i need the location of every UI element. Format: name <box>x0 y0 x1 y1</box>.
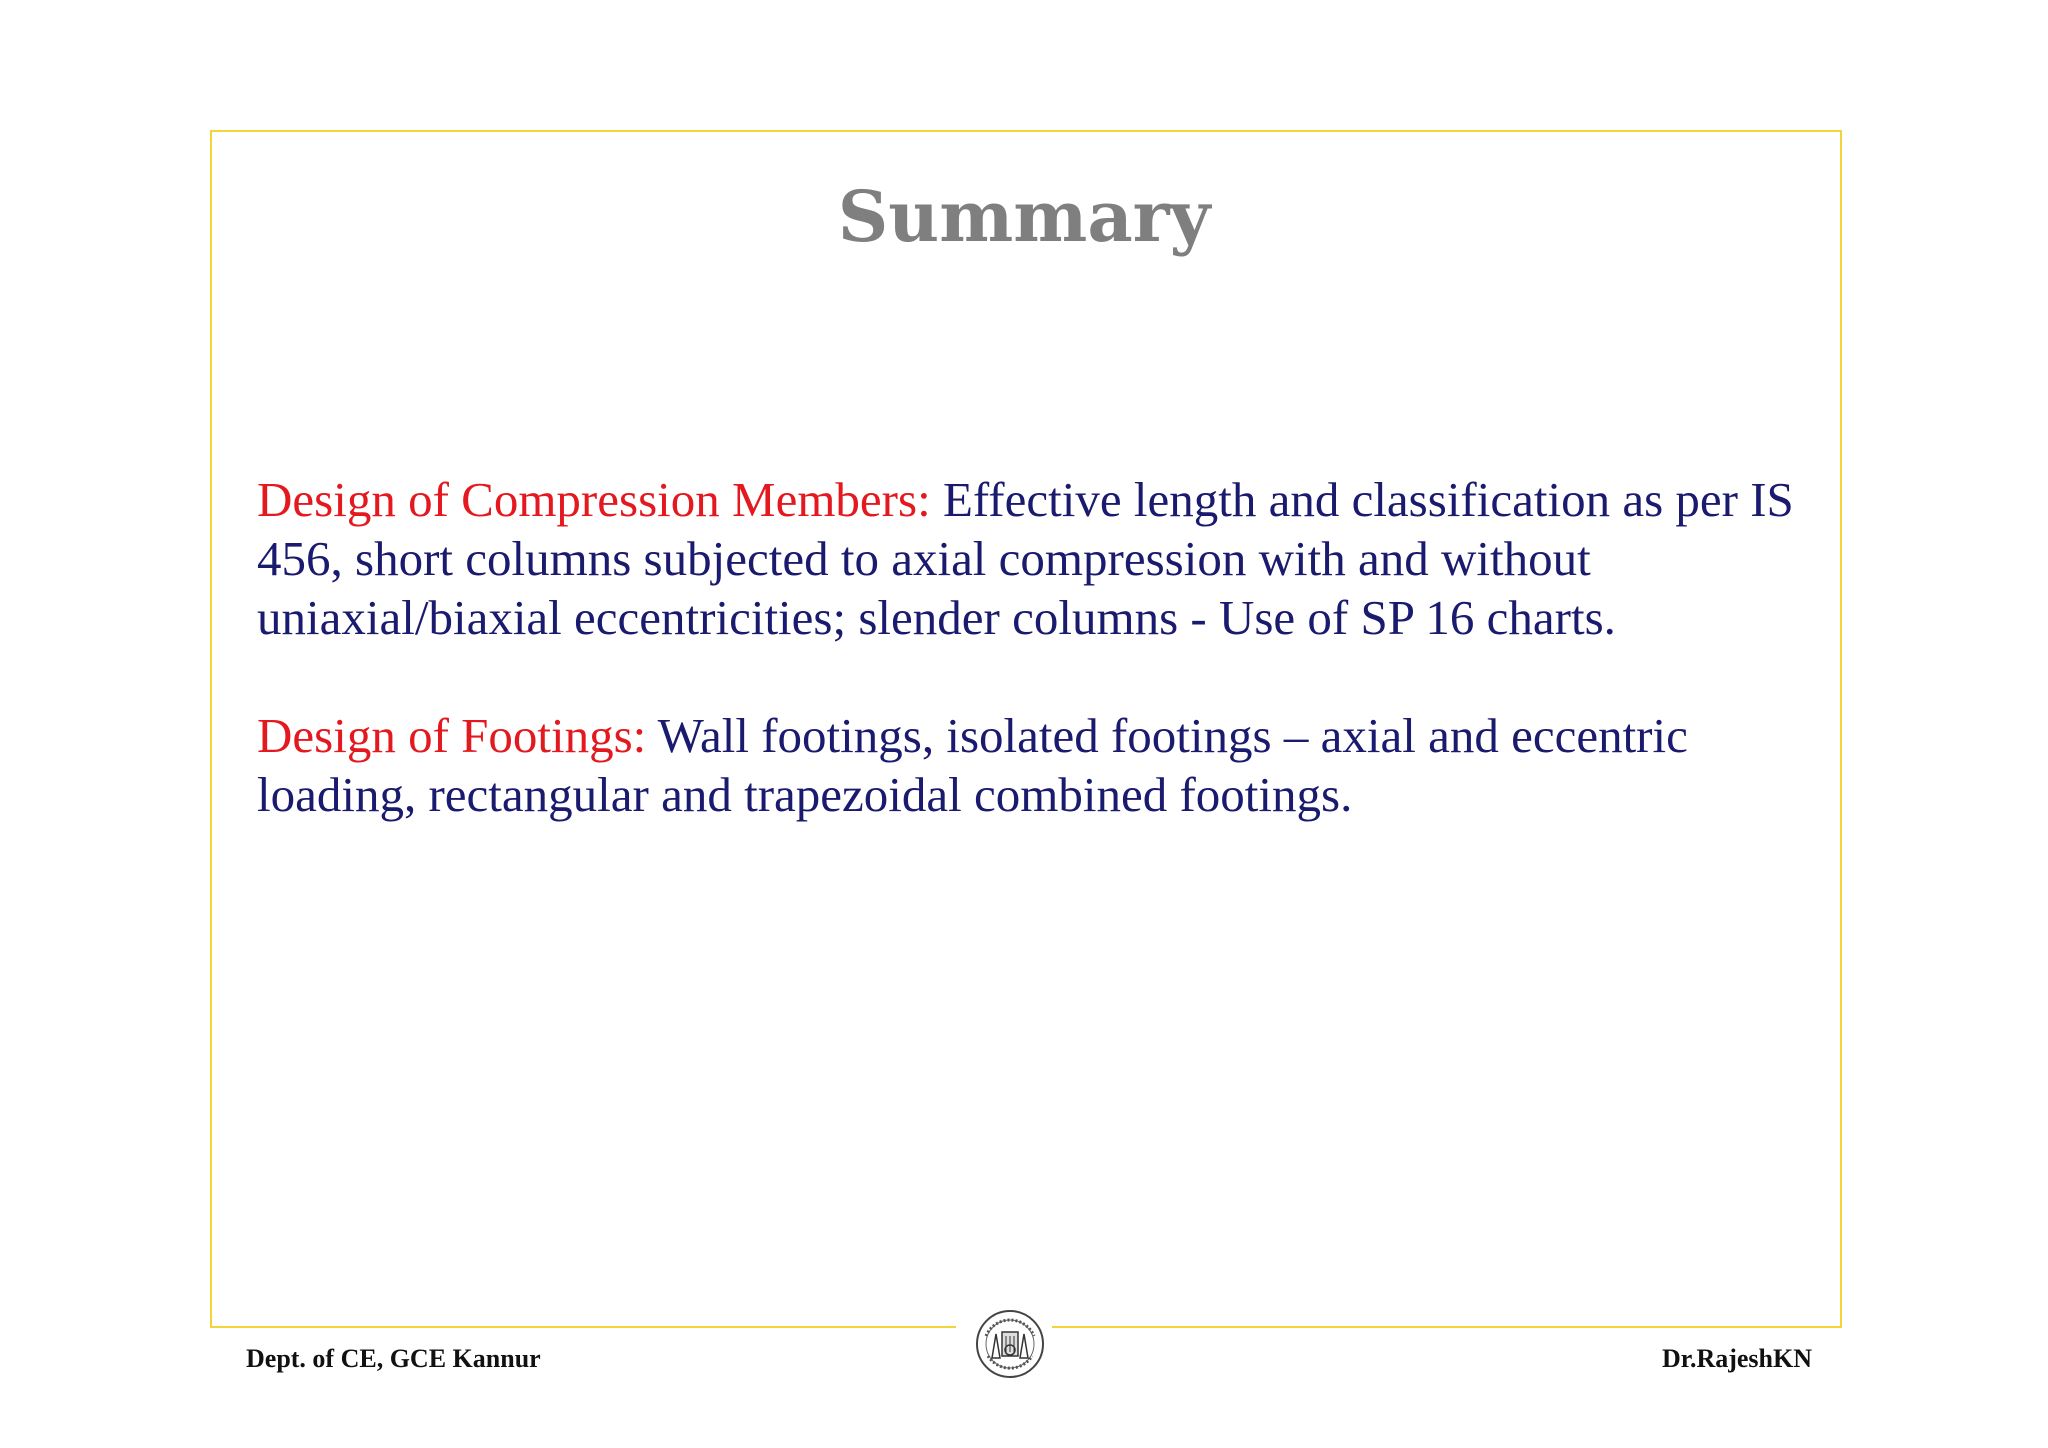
section-footings <box>257 706 1817 824</box>
section-text: Effective length and classification as per IS 456, short columns subjected to axial compression with and without uniaxial/biaxial eccentricities; slender columns - Use of SP 16 charts. <box>257 472 1794 645</box>
slide-content <box>257 470 1817 824</box>
section-text: Wall footings, isolated footings – axial and eccentric loading, rectangular and trapezoidal combined footings. <box>257 708 1688 822</box>
slide-title: Summary <box>837 175 1211 258</box>
section-compression-members <box>257 470 1817 647</box>
footer-department: Dept. of CE, GCE Kannur <box>246 1344 541 1373</box>
footer-author: Dr.RajeshKN <box>1662 1344 1812 1373</box>
college-emblem-icon <box>972 1306 1048 1382</box>
section-heading: Design of Compression Members: <box>257 472 931 527</box>
section-heading: Design of Footings: <box>257 708 647 763</box>
